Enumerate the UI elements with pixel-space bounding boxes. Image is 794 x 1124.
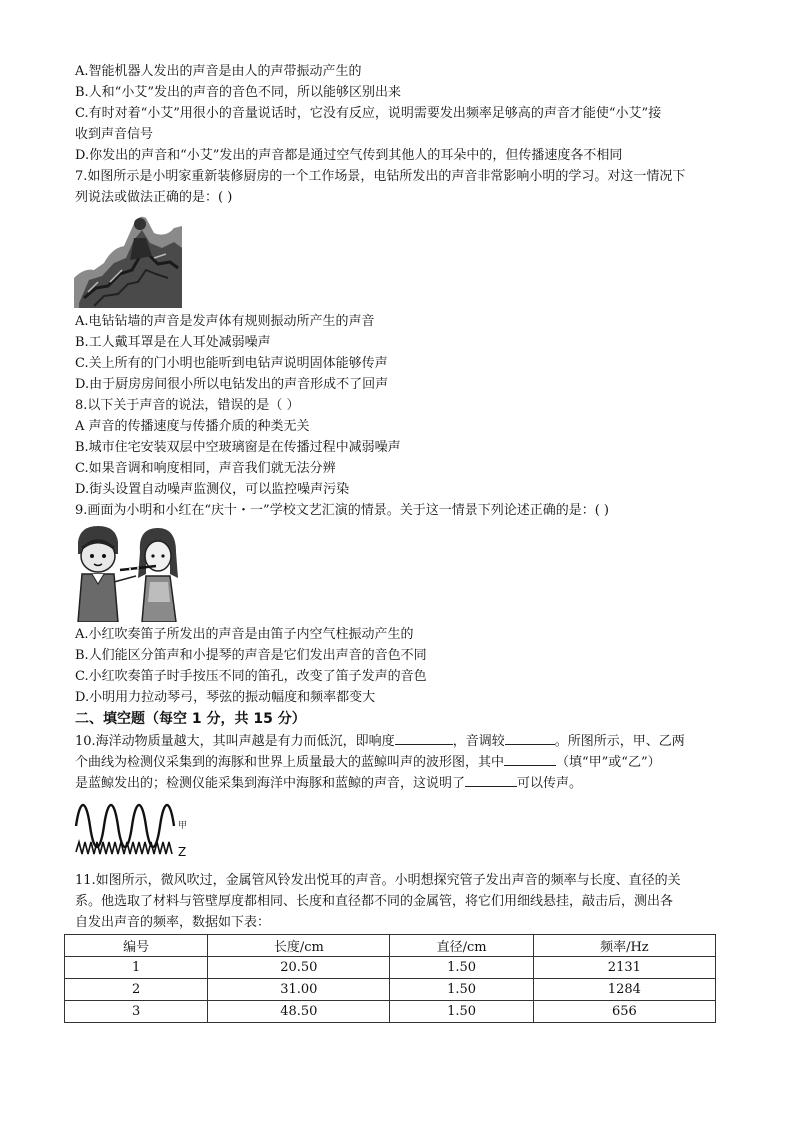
q10-line3-text-b: 可以传声。	[517, 776, 583, 791]
q6-option-b: B.人和“小艾”发出的声音的音色不同，所以能够区别出来	[75, 85, 401, 100]
q6-option-c: C.有时对着“小艾”用很小的音量说话时，它没有反应，说明需要发出频率足够高的声音才能使“小艾”接	[75, 106, 662, 121]
q10-line3-text-a: 是蓝鲸发出的；检测仪能采集到海洋中海豚和蓝鲸的声音，这说明了	[75, 776, 466, 791]
q9-option-b: B.人们能区分笛声和小提琴的声音是它们发出声音的音色不同	[75, 648, 427, 663]
q8-option-a: A 声音的传播速度与传播介质的种类无关	[75, 419, 310, 434]
waveform-yi	[76, 842, 172, 854]
q10-blank-loudness[interactable]	[395, 730, 453, 745]
table-header-row	[65, 935, 716, 957]
drilling-scene-image	[74, 208, 182, 308]
q10-line1-text-c: 。所图所示，甲、乙两	[554, 734, 685, 749]
table-header-diameter: 直径/cm	[390, 935, 533, 957]
table-cell: 31.00	[208, 979, 390, 1001]
q10-line2-text-a: 个曲线为检测仪采集到的海豚和世界上质量最大的蓝鲸叫声的波形图，其中	[75, 755, 505, 770]
table-row	[65, 1001, 716, 1023]
q8-option-b: B.城市住宅安装双层中空玻璃窗是在传播过程中减弱噪声	[75, 440, 401, 455]
q11-line3: 自发出声音的频率，数据如下表：	[75, 915, 271, 930]
q7-stem-line1: 7.如图所示是小明家重新装修厨房的一个工作场景，电钻所发出的声音非常影响小明的学习。对这一情况下	[75, 169, 686, 184]
q7-stem-line2: 列说法或做法正确的是：( )	[75, 190, 233, 205]
q9-stem: 9.画面为小明和小红在“庆十・一”学校文艺汇演的情景。关于这一情景下列论述正确的是：( )	[75, 503, 609, 518]
wave-label-jia: 甲	[178, 821, 188, 831]
table-header-frequency: 频率/Hz	[533, 935, 715, 957]
q9-option-a: A.小红吹奏笛子所发出的声音是由笛子内空气柱振动产生的	[75, 627, 414, 642]
q11-line1: 11.如图所示，微风吹过，金属管风铃发出悦耳的声音。小明想探究管子发出声音的频率与长度、直径的关	[75, 873, 681, 888]
q8-stem: 8.以下关于声音的说法，错误的是（ ）	[75, 398, 300, 413]
frequency-data-table	[64, 934, 716, 1023]
table-header-length: 长度/cm	[208, 935, 390, 957]
q11-line2: 系。他选取了材料与管壁厚度都相同、长度和直径都不同的金属管，将它们用细线悬挂，敲击后，测出各	[75, 894, 674, 909]
table-cell: 2	[65, 979, 208, 1001]
table-cell: 1.50	[390, 979, 533, 1001]
q6-option-a: A.智能机器人发出的声音是由人的声带振动产生的	[75, 64, 362, 79]
q10-blank-medium[interactable]	[465, 772, 517, 787]
wave-label-yi: Z	[178, 845, 187, 859]
q7-option-c: C.关上所有的门小明也能听到电钻声说明固体能够传声	[75, 356, 388, 371]
table-row	[65, 957, 716, 979]
q9-option-d: D.小明用力拉动琴弓，琴弦的振动幅度和频率都变大	[75, 690, 376, 705]
q10-line1-text-b: ，音调较	[452, 734, 505, 749]
q10-blank-whale[interactable]	[504, 751, 556, 766]
table-cell: 1.50	[390, 957, 533, 979]
table-cell: 1.50	[390, 1001, 533, 1023]
q10-line2-text-b: （填“甲”或“乙”）	[556, 755, 661, 770]
q7-option-d: D.由于厨房房间很小所以电钻发出的声音形成不了回声	[75, 377, 389, 392]
table-cell: 656	[533, 1001, 715, 1023]
q7-option-a: A.电钻钻墙的声音是发声体有规则振动所产生的声音	[75, 314, 375, 329]
section-title-fill-in: 二、填空题（每空 1 分，共 15 分）	[75, 711, 306, 727]
table-row	[65, 979, 716, 1001]
q6-option-c-cont: 收到声音信号	[75, 127, 154, 142]
table-cell: 20.50	[208, 957, 390, 979]
q10-line1-text-a: 10.海洋动物质量越大，其叫声越是有力而低沉，即响度	[75, 734, 395, 749]
q10-line1	[75, 730, 685, 752]
q10-blank-pitch[interactable]	[505, 730, 555, 745]
table-cell: 1	[65, 957, 208, 979]
q10-line3	[75, 772, 582, 794]
table-header-number: 编号	[65, 935, 208, 957]
table-cell: 1284	[533, 979, 715, 1001]
q7-option-b: B.工人戴耳罩是在人耳处减弱噪声	[75, 335, 271, 350]
performance-scene-image	[72, 522, 184, 622]
table-cell: 3	[65, 1001, 208, 1023]
waveform-jia	[76, 805, 174, 847]
waveform-figure	[74, 796, 194, 864]
q10-line2	[75, 751, 661, 773]
q9-option-c: C.小红吹奏笛子时手按压不同的笛孔，改变了笛子发声的音色	[75, 669, 427, 684]
q8-option-d: D.街头设置自动噪声监测仪，可以监控噪声污染	[75, 482, 350, 497]
table-cell: 48.50	[208, 1001, 390, 1023]
table-cell: 2131	[533, 957, 715, 979]
q8-option-c: C.如果音调和响度相同，声音我们就无法分辨	[75, 461, 336, 476]
q6-option-d: D.你发出的声音和“小艾”发出的声音都是通过空气传到其他人的耳朵中的，但传播速度各不相同	[75, 148, 623, 163]
